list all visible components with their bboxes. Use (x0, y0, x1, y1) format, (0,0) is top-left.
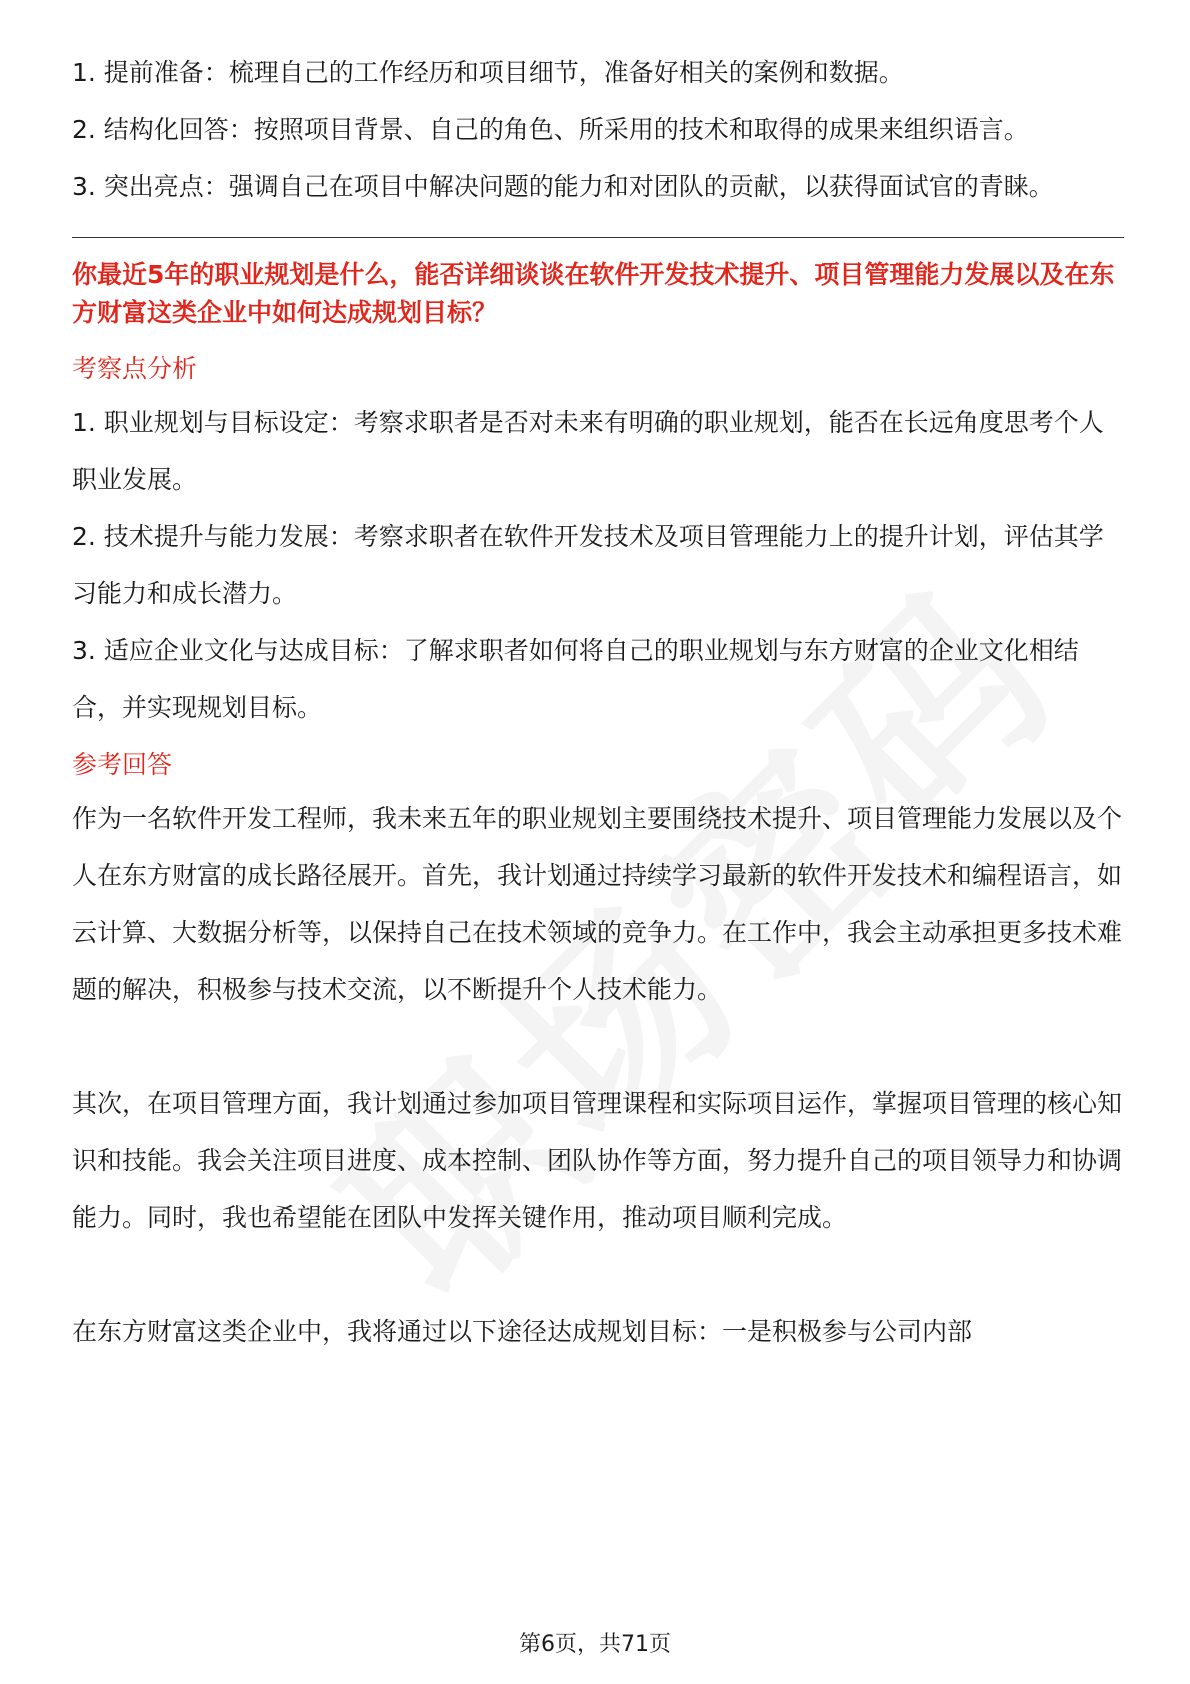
paragraph-spacer (72, 1246, 1124, 1303)
document-page (72, 44, 1124, 1360)
paragraph-spacer (72, 1018, 1124, 1075)
analysis-heading: 考察点分析 (72, 354, 198, 383)
list-item: 1. 职业规划与目标设定：考察求职者是否对未来有明确的职业规划，能否在长远角度思考个人职业发展。 (72, 408, 1104, 494)
list-item: 2. 技术提升与能力发展：考察求职者在软件开发技术及项目管理能力上的提升计划，评估其学习能力和成长潜力。 (72, 522, 1104, 608)
answer-paragraph: 作为一名软件开发工程师，我未来五年的职业规划主要围绕技术提升、项目管理能力发展以及个人在东方财富的成长路径展开。首先，我计划通过持续学习最新的软件开发技术和编程语言，如云计算、大数据分析等，以保持自己在技术领域的竞争力。在工作中，我会主动承担更多技术难题的解决，积极参与技术交流，以不断提升个人技术能力。 (72, 804, 1123, 1004)
answer-heading: 参考回答 (72, 750, 173, 779)
intro-list (72, 44, 1124, 215)
interview-question: 你最近5年的职业规划是什么，能否详细谈谈在软件开发技术提升、项目管理能力发展以及在东方财富这类企业中如何达成规划目标？ (72, 260, 1115, 327)
page-number: 第6页，共71页 (519, 1632, 671, 1657)
answer-paragraph: 在东方财富这类企业中，我将通过以下途径达成规划目标：一是积极参与公司内部 (72, 1317, 973, 1346)
list-item: 3. 适应企业文化与达成目标：了解求职者如何将自己的职业规划与东方财富的企业文化相结合，并实现规划目标。 (72, 636, 1079, 722)
section-divider (72, 237, 1124, 238)
list-item: 3. 突出亮点：强调自己在项目中解决问题的能力和对团队的贡献，以获得面试官的青睐。 (72, 172, 1054, 201)
list-item: 1. 提前准备：梳理自己的工作经历和项目细节，准备好相关的案例和数据。 (72, 58, 904, 87)
answer-paragraph: 其次，在项目管理方面，我计划通过参加项目管理课程和实际项目运作，掌握项目管理的核心知识和技能。我会关注项目进度、成本控制、团队协作等方面，努力提升自己的项目领导力和协调能力。同时，我也希望能在团队中发挥关键作用，推动项目顺利完成。 (72, 1089, 1123, 1232)
list-item: 2. 结构化回答：按照项目背景、自己的角色、所采用的技术和取得的成果来组织语言。 (72, 115, 1029, 144)
answer-body (72, 790, 1124, 1360)
analysis-list (72, 394, 1124, 736)
